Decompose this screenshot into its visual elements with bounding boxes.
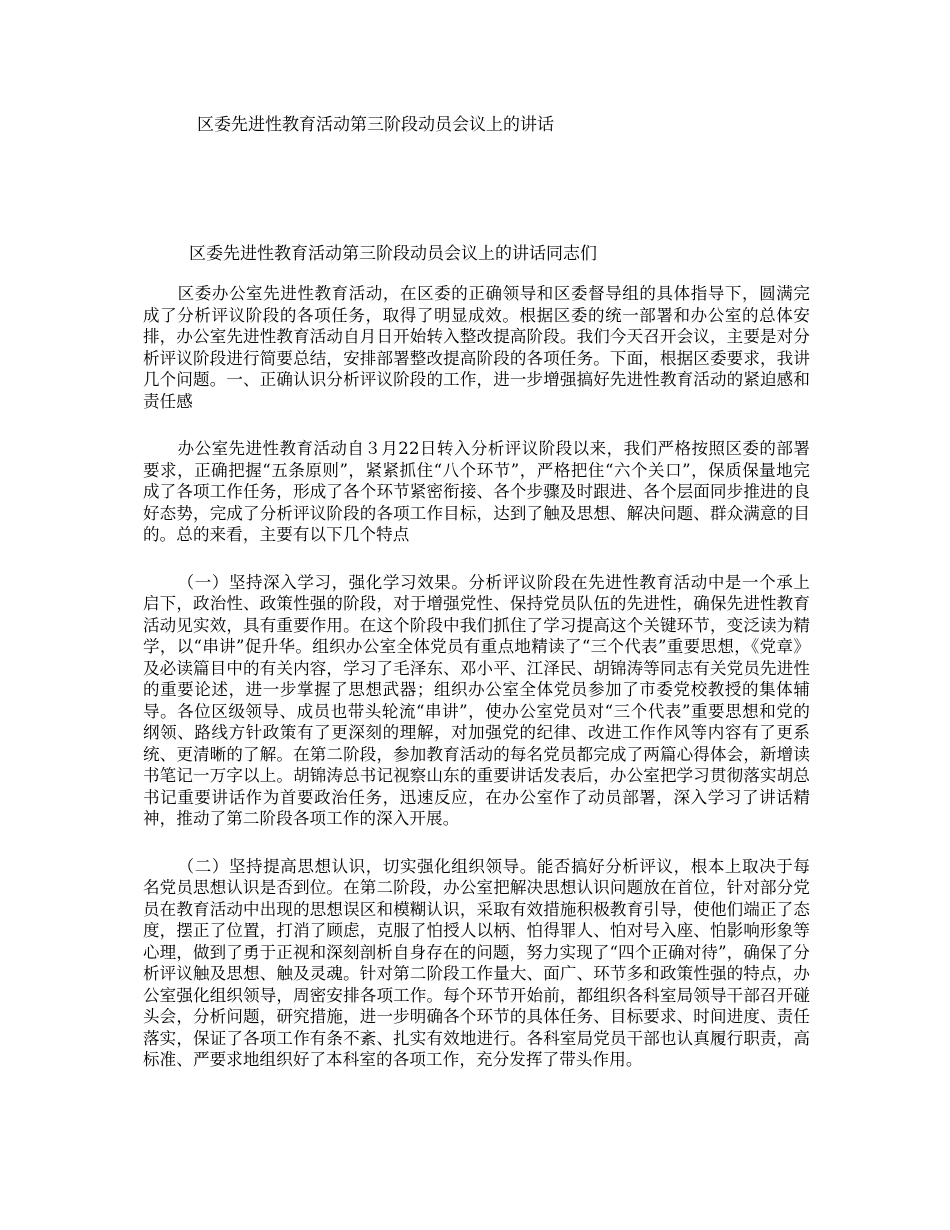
paragraph-intro: 区委办公室先进性教育活动，在区委的正确领导和区委督导组的具体指导下，圆满完成了分析评议阶段的各项任务，取得了明显成效。根据区委的统一部署和办公室的总体安排，办公室先进性教育活动自月日开始转入整改提高阶段。我们今天召开会议，主要是对分析评议阶段进行简要总结，安排部署整改提高阶段的各项任务。下面，根据区委要求，我讲几个问题。一、正确认识分析评议阶段的工作，进一步增强搞好先进性教育活动的紧迫感和责任感 [143,284,810,411]
paragraph-point-one: （一）坚持深入学习，强化学习效果。分析评议阶段在先进性教育活动中是一个承上启下，政治性、政策性强的阶段，对于增强党性、保持党员队伍的先进性，确保先进性教育活动见实效，具有重要作用。在这个阶段中我们抓住了学习提高这个关键环节，变泛读为精学，以“串讲”促升华。组织办公室全体党员有重点地精读了“三个代表”重要思想，《党章》及必读篇目中的有关内容，学习了毛泽东、邓小平、江泽民、胡锦涛等同志有关党员先进性的重要论述，进一步掌握了思想武器；组织办公室全体党员参加了市委党校教授的集体辅导。各位区级领导、成员也带头轮流“串讲”，使办公室党员对“三个代表”重要思想和党的纲领、路线方针政策有了更深刻的理解，对加强党的纪律、改进工作作风等内容有了更系统、更清晰的了解。在第二阶段，参加教育活动的每名党员都完成了两篇心得体会，新增读书笔记一万字以上。胡锦涛总书记视察山东的重要讲话发表后，办公室把学习贯彻落实胡总书记重要讲话作为首要政治任务，迅速反应，在办公室作了动员部署，深入学习了讲话精神，推动了第二阶段各项工作的深入开展。 [143,572,810,828]
document-body [143,283,810,1097]
document-title: 区委先进性教育活动第三阶段动员会议上的讲话 [197,115,554,135]
paragraph-summary: 办公室先进性教育活动自３月22日转入分析评议阶段以来，我们严格按照区委的部署要求，正确把握“五条原则”，紧紧抓住“八个环节”，严格把住“六个关口”，保质保量地完成了各项工作任务，形成了各个环节紧密衔接、各个步骤及时跟进、各个层面同步推进的良好态势，完成了分析评议阶段的各项工作目标，达到了触及思想、解决问题、群众满意的目的。总的来看，主要有以下几个特点 [143,439,810,544]
paragraph-point-two: （二）坚持提高思想认识，切实强化组织领导。能否搞好分析评议，根本上取决于每名党员思想认识是否到位。在第二阶段，办公室把解决思想认识问题放在首位，针对部分党员在教育活动中出现的思想误区和模糊认识，采取有效措施积极教育引导，使他们端正了态度，摆正了位置，打消了顾虑，克服了怕授人以柄、怕得罪人、怕对号入座、怕影响形象等心理，做到了勇于正视和深刻剖析自身存在的问题，努力实现了“四个正确对待”，确保了分析评议触及思想、触及灵魂。针对第二阶段工作量大、面广、环节多和政策性强的特点，办公室强化组织领导，周密安排各项工作。每个环节开始前，都组织各科室局领导干部召开碰头会，分析问题，研究措施，进一步明确各个环节的具体任务、目标要求、时间进度、责任落实，保证了各项工作有条不紊、扎实有效地进行。各科室局党员干部也认真履行职责，高标准、严要求地组织好了本科室的各项工作，充分发挥了带头作用。 [143,856,810,1069]
document-subtitle: 区委先进性教育活动第三阶段动员会议上的讲话同志们 [189,244,597,264]
